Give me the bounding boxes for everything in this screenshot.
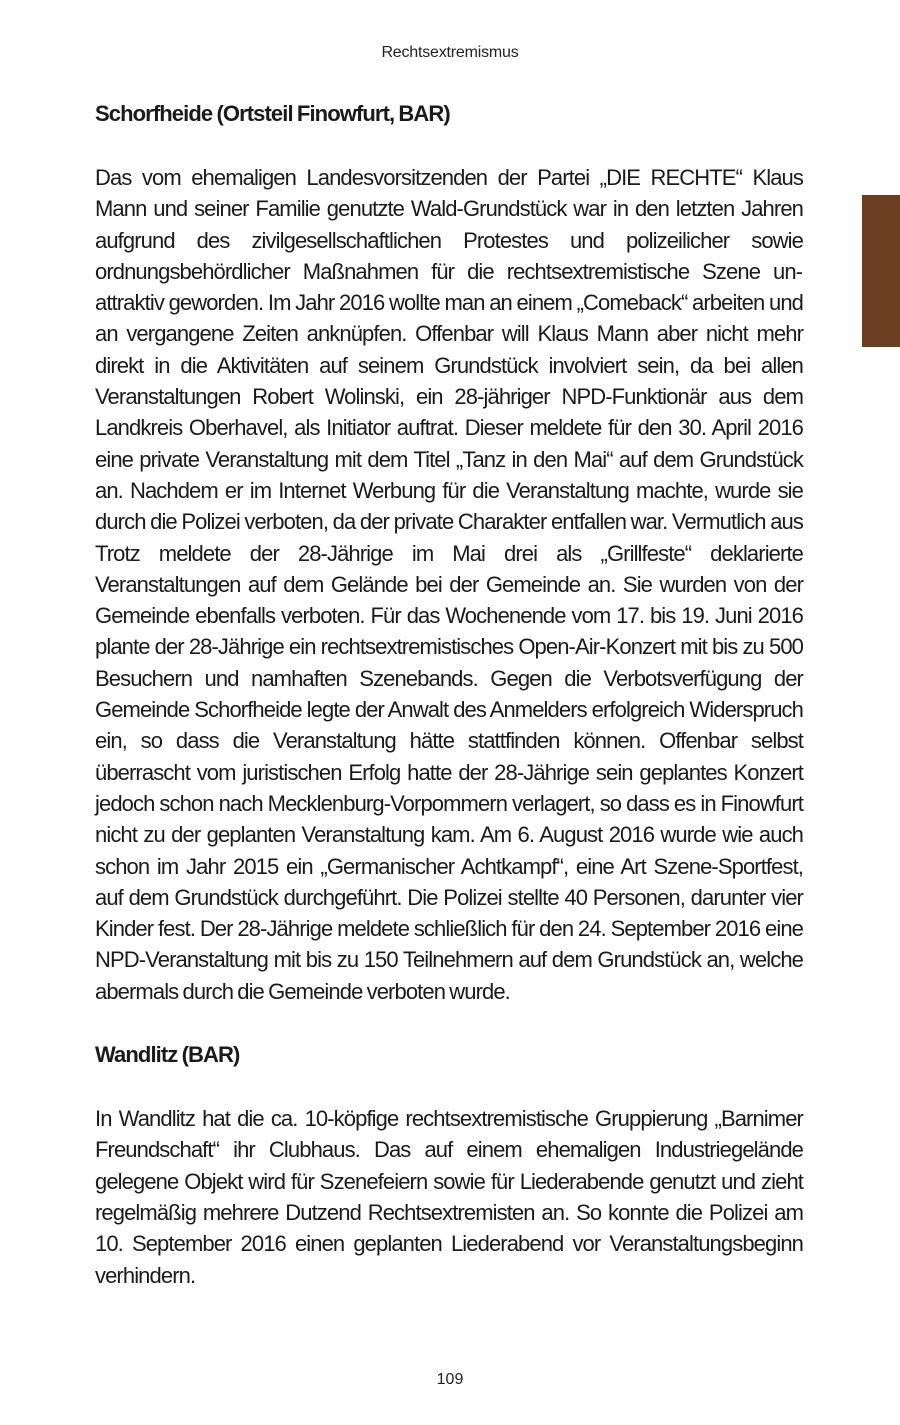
paragraph-wandlitz: In Wandlitz hat die ca. 10-köpfige rechtsextremistische Gruppierung „Barnimer Freundschaft“ ihr Clubhaus. Das auf einem ehemaligen Industriegelände gelegene Objekt wird für Szenefeiern sowie für Liederabende genutzt und zieht regelmäßig mehrere Dutzend Rechtsextremisten an. So konnte die Polizei am 10. September 2016 einen geplanten Liederabend vor Veranstaltungsbeginn verhindern. — [95, 1106, 803, 1288]
running-header: Rechtsextremismus — [381, 44, 519, 61]
page-number: 109 — [436, 1371, 464, 1388]
section-heading-schorfheide: Schorfheide (Ortsteil Finowfurt, BAR) — [95, 101, 450, 126]
page-content — [95, 98, 803, 1291]
section-heading-wandlitz: Wandlitz (BAR) — [95, 1042, 240, 1068]
chapter-thumb-tab — [862, 195, 900, 347]
paragraph-schorfheide: Das vom ehemaligen Landesvorsitzenden der Partei „DIE RECHTE“ Klaus Mann und seiner Familie genutzte Wald-Grundstück war in den letzten Jahren aufgrund des zivilgesellschaftlichen Protestes und polizeilicher sowie ordnungsbehördlicher Maßnahmen für die rechtsextremistische Szene unattraktiv geworden. Im Jahr 2016 wollte man an einem „Comeback“ arbeiten und an vergangene Zeiten anknüpfen. Offenbar will Klaus Mann aber nicht mehr direkt in die Aktivitäten auf seinem Grundstück involviert sein, da bei allen Veranstaltungen Robert Wolinski, ein 28-jähriger NPD-Funktionär aus dem Landkreis Oberhavel, als Initiator auftrat. Dieser meldete für den 30. April 2016 eine private Veranstaltung mit dem Titel „Tanz in den Mai“ auf dem Grundstück an. Nachdem er im Internet Werbung für die Veranstaltung machte, wurde sie durch die Polizei verboten, da der private Charakter entfallen war. Vermutlich aus Trotz meldete der 28-Jährige im Mai drei als „Grillfeste“ deklarierte Veranstaltungen auf dem Gelände bei der Gemeinde an. Sie wurden von der Gemeinde ebenfalls verboten. Für das Wochenende vom 17. bis 19. Juni 2016 plante der 28-Jährige ein rechtsextremistisches Open-Air-Konzert mit bis zu 500 Besuchern und namhaften Szenebands. Gegen die Verbotsverfügung der Gemeinde Schorfheide legte der Anwalt des Anmelders erfolgreich Widerspruch ein, so dass die Veranstaltung hätte stattfinden können. Offenbar selbst überrascht vom juristischen Erfolg hatte der 28-Jährige sein geplantes Konzert jedoch schon nach Mecklenburg-Vorpommern verlagert, so dass es in Finowfurt nicht zu der geplanten Veranstaltung kam. Am 6. August 2016 wurde wie auch schon im Jahr 2015 ein „Germanischer Achtkampf“, eine Art Szene-Sportfest, auf dem Grundstück durchgeführt. Die Polizei stellte 40 Personen, darunter vier Kinder fest. Der 28-Jährige meldete schließlich für den 24. September 2016 eine NPD-Veranstaltung mit bis zu 150 Teilnehmern auf dem Grundstück an, welche abermals durch die Gemeinde verboten wurde. — [95, 165, 803, 1004]
